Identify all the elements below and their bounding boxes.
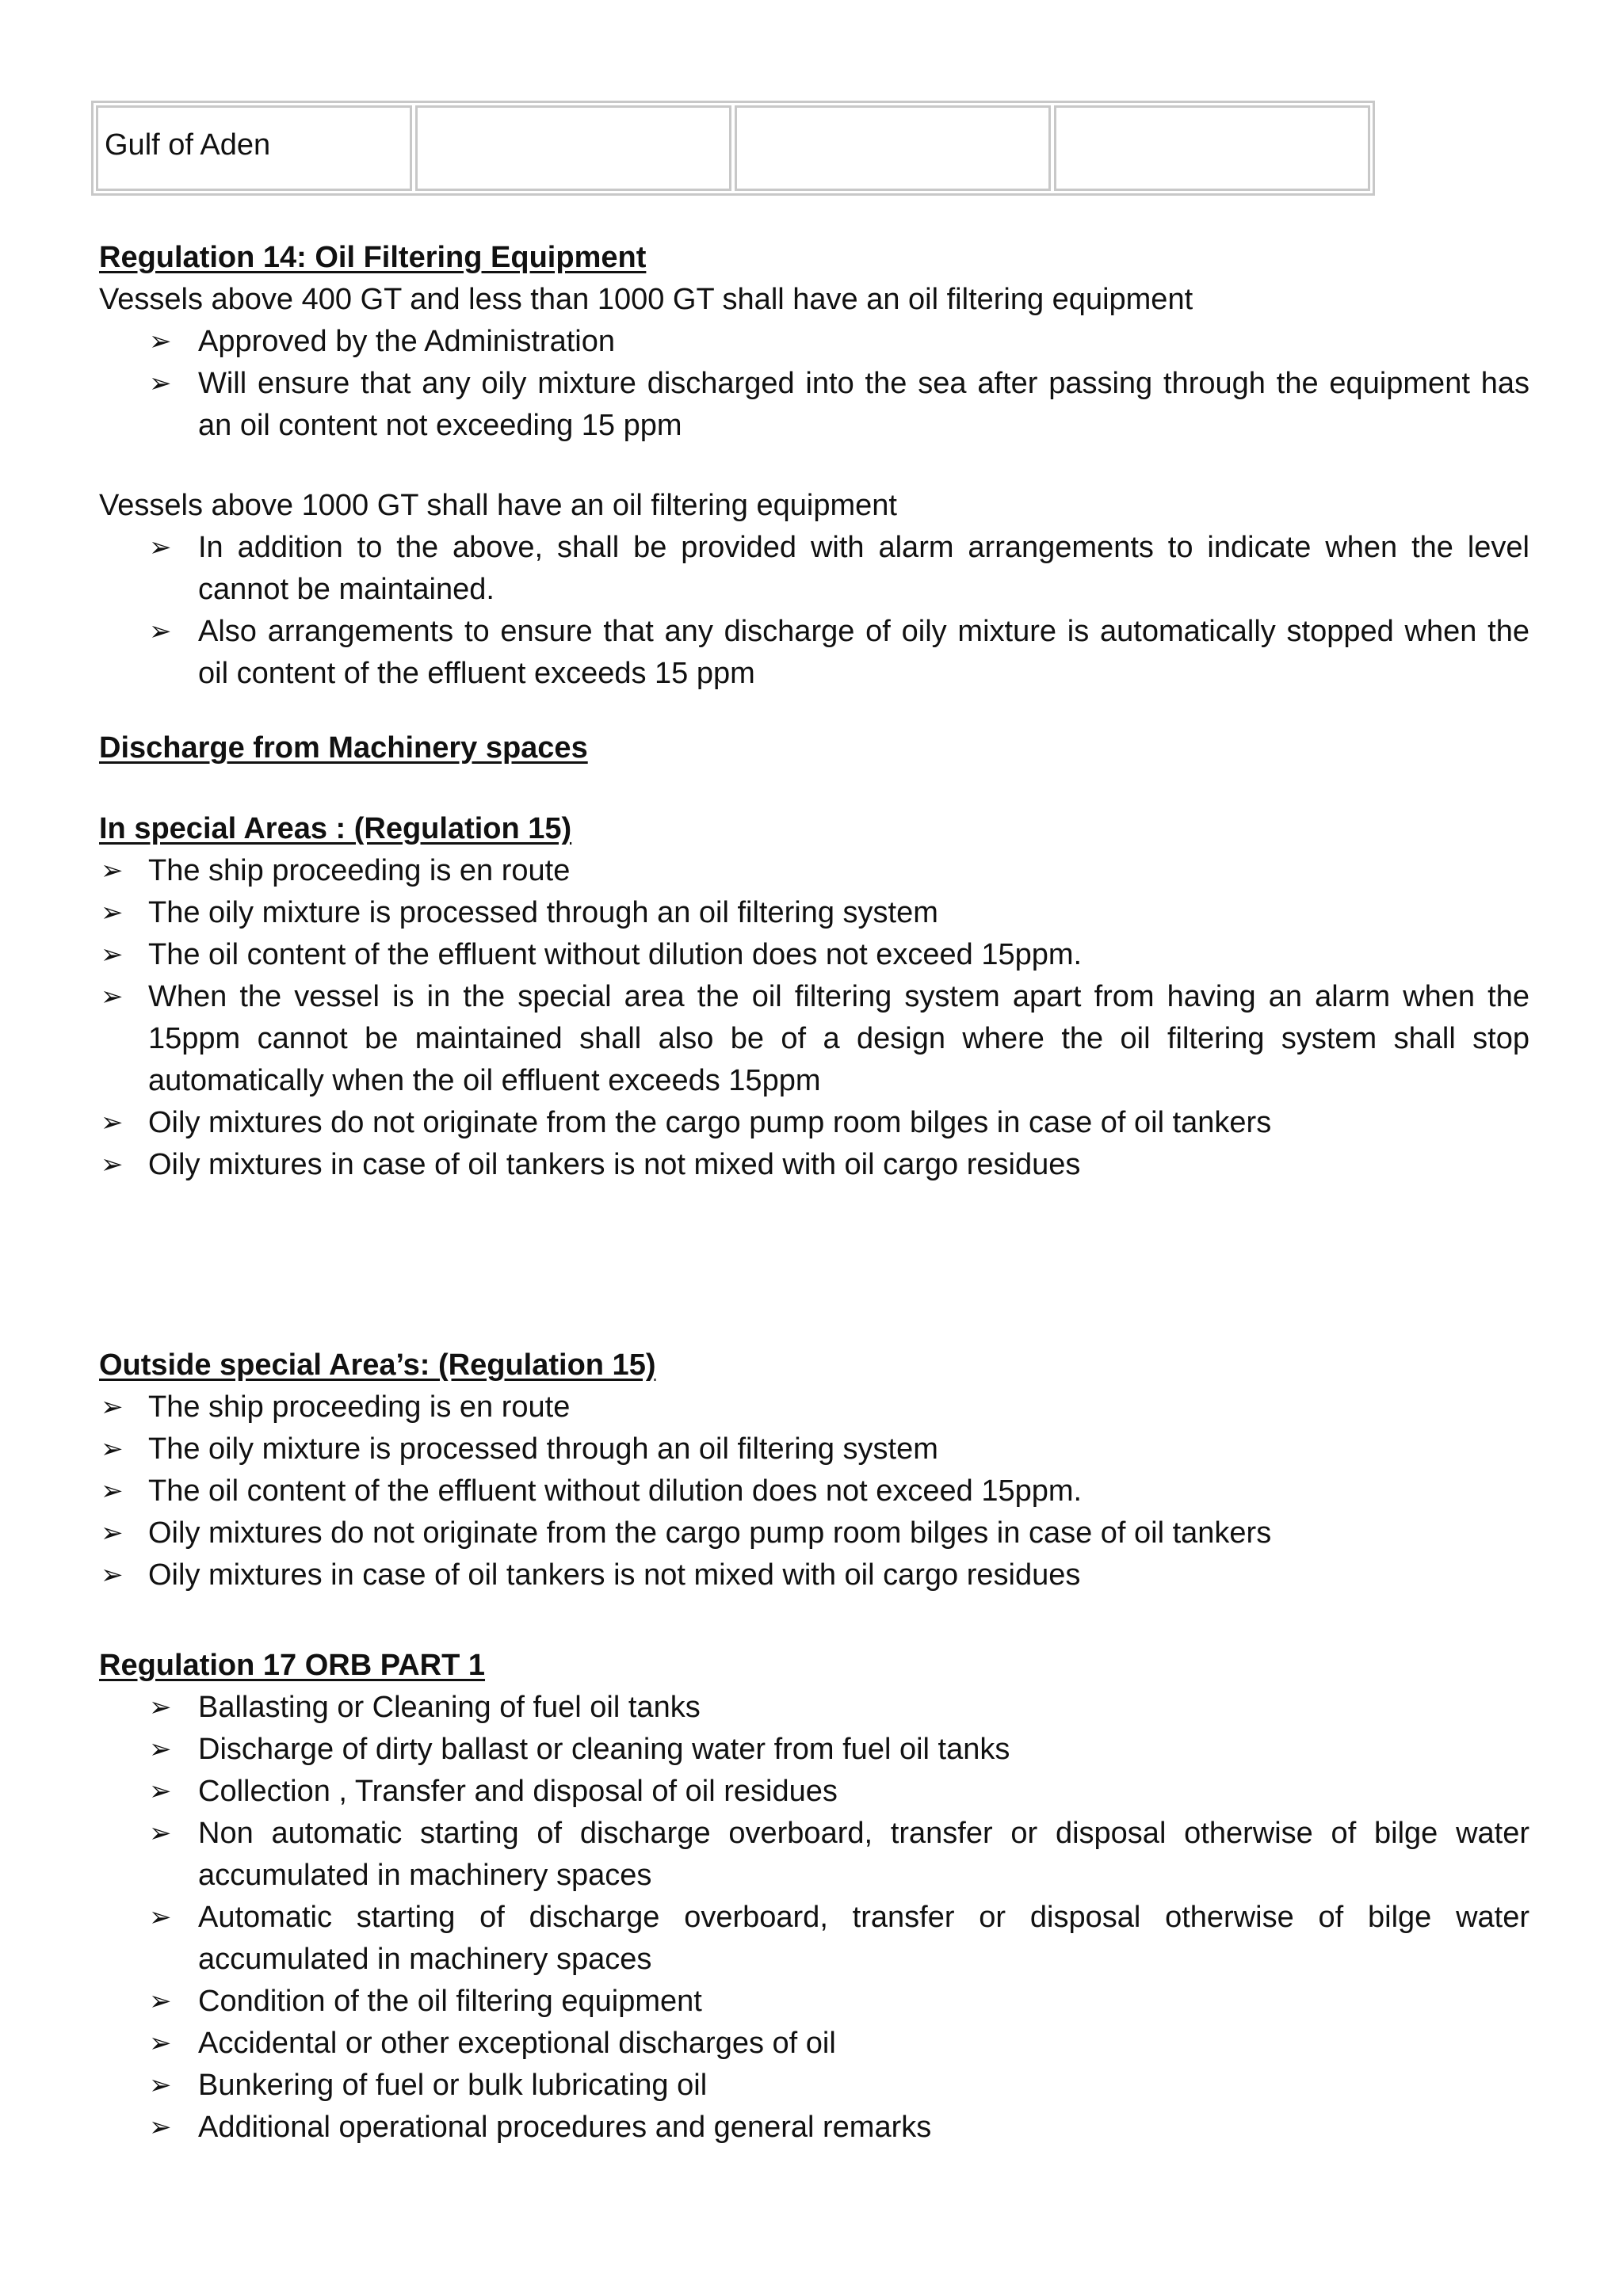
arrow-bullet-icon: ➢ <box>101 1108 124 1138</box>
list-item-text: The oily mixture is processed through an oil filtering system <box>148 1432 938 1466</box>
arrow-bullet-icon: ➢ <box>149 1818 172 1848</box>
list-item <box>99 2065 1529 2107</box>
outside-special-areas-section <box>99 1344 1529 1596</box>
arrow-bullet-icon: ➢ <box>101 1434 124 1464</box>
list-item-text: Accidental or other exceptional discharges of oil <box>198 2027 836 2060</box>
list-item <box>99 527 1529 611</box>
list-item <box>99 1771 1529 1813</box>
list-item <box>99 611 1529 695</box>
list-item-text: Oily mixtures in case of oil tankers is not mixed with oil cargo residues <box>148 1558 1081 1592</box>
bullet-list <box>99 527 1529 695</box>
section-heading: Regulation 17 ORB PART 1 <box>99 1649 486 1682</box>
bullet-list <box>99 321 1529 447</box>
bullet-list <box>99 850 1529 1186</box>
paragraph: Vessels above 400 GT and less than 1000 GT shall have an oil filtering equipment <box>99 283 1193 316</box>
regulation-14-section <box>99 237 1529 695</box>
arrow-bullet-icon: ➢ <box>101 1150 124 1180</box>
table-cell <box>735 105 1051 191</box>
list-item <box>99 321 1529 363</box>
section-heading: Regulation 14: Oil Filtering Equipment <box>99 241 647 274</box>
list-item <box>99 850 1529 892</box>
list-item <box>99 1554 1529 1596</box>
bullet-list <box>99 1687 1529 2149</box>
list-item-text: Also arrangements to ensure that any discharge of oily mixture is automatically stopped when the oil content of the effluent exceeds 15 ppm <box>198 615 1529 690</box>
list-item <box>99 2023 1529 2065</box>
arrow-bullet-icon: ➢ <box>101 856 124 886</box>
list-item-text: The oily mixture is processed through an oil filtering system <box>148 896 938 929</box>
list-item <box>99 1729 1529 1771</box>
arrow-bullet-icon: ➢ <box>101 982 124 1012</box>
section-heading: Discharge from Machinery spaces <box>99 731 588 765</box>
list-item-text: Non automatic starting of discharge overboard, transfer or disposal otherwise of bilge water accumulated in machinery spaces <box>198 1817 1529 1892</box>
list-item <box>99 2107 1529 2149</box>
arrow-bullet-icon: ➢ <box>149 2112 172 2142</box>
list-item <box>99 1102 1529 1144</box>
table-cell <box>415 105 731 191</box>
list-item-text: In addition to the above, shall be provided with alarm arrangements to indicate when the level cannot be maintained. <box>198 531 1529 606</box>
arrow-bullet-icon: ➢ <box>149 1734 172 1764</box>
section-heading: Outside special Area’s: (Regulation 15) <box>99 1348 656 1382</box>
arrow-bullet-icon: ➢ <box>149 1902 172 1932</box>
arrow-bullet-icon: ➢ <box>149 616 172 646</box>
list-item <box>99 1512 1529 1554</box>
list-item-text: Oily mixtures do not originate from the cargo pump room bilges in case of oil tankers <box>148 1106 1272 1139</box>
list-item <box>99 1386 1529 1428</box>
list-item <box>99 934 1529 976</box>
list-item <box>99 892 1529 934</box>
list-item-text: Discharge of dirty ballast or cleaning water from fuel oil tanks <box>198 1733 1010 1766</box>
arrow-bullet-icon: ➢ <box>149 2028 172 2058</box>
list-item <box>99 976 1529 1102</box>
section-heading: In special Areas : (Regulation 15) <box>99 812 572 845</box>
list-item-text: The ship proceeding is en route <box>148 1390 571 1424</box>
list-item-text: Additional operational procedures and general remarks <box>198 2111 932 2144</box>
arrow-bullet-icon: ➢ <box>101 1476 124 1506</box>
list-item-text: Approved by the Administration <box>198 325 615 358</box>
table-cell <box>1054 105 1370 191</box>
list-item <box>99 1428 1529 1470</box>
arrow-bullet-icon: ➢ <box>101 940 124 970</box>
list-item <box>99 1687 1529 1729</box>
arrow-bullet-icon: ➢ <box>101 1560 124 1590</box>
list-item <box>99 1470 1529 1512</box>
arrow-bullet-icon: ➢ <box>101 1392 124 1422</box>
list-item-text: Will ensure that any oily mixture discharged into the sea after passing through the equipment has an oil content not exceeding 15 ppm <box>198 367 1529 442</box>
special-areas-table <box>91 101 1375 196</box>
list-item-text: Collection , Transfer and disposal of oil residues <box>198 1775 838 1808</box>
list-item <box>99 1897 1529 1981</box>
arrow-bullet-icon: ➢ <box>149 2070 172 2100</box>
regulation-17-section <box>99 1645 1529 2149</box>
list-item <box>99 363 1529 447</box>
list-item-text: The oil content of the effluent without dilution does not exceed 15ppm. <box>148 938 1083 971</box>
discharge-section <box>99 727 1529 769</box>
list-item-text: Ballasting or Cleaning of fuel oil tanks <box>198 1691 701 1724</box>
arrow-bullet-icon: ➢ <box>149 1986 172 2016</box>
arrow-bullet-icon: ➢ <box>149 368 172 399</box>
list-item-text: Bunkering of fuel or bulk lubricating oil <box>198 2069 708 2102</box>
list-item <box>99 1144 1529 1186</box>
list-item-text: The oil content of the effluent without dilution does not exceed 15ppm. <box>148 1474 1083 1508</box>
table-cell: Gulf of Aden <box>96 105 412 191</box>
list-item-text: Automatic starting of discharge overboard, transfer or disposal otherwise of bilge water accumulated in machinery spaces <box>198 1901 1529 1976</box>
list-item-text: Condition of the oil filtering equipment <box>198 1985 702 2018</box>
list-item <box>99 1981 1529 2023</box>
paragraph: Vessels above 1000 GT shall have an oil filtering equipment <box>99 489 897 522</box>
list-item <box>99 1813 1529 1897</box>
arrow-bullet-icon: ➢ <box>101 898 124 928</box>
list-item-text: When the vessel is in the special area the oil filtering system apart from having an alarm when the 15ppm cannot be maintained shall also be of a design where the oil filtering system shall stop automatically when the oil effluent exceeds 15ppm <box>148 980 1529 1097</box>
list-item-text: The ship proceeding is en route <box>148 854 571 887</box>
arrow-bullet-icon: ➢ <box>149 532 172 563</box>
list-item-text: Oily mixtures do not originate from the cargo pump room bilges in case of oil tankers <box>148 1516 1272 1550</box>
arrow-bullet-icon: ➢ <box>101 1518 124 1548</box>
arrow-bullet-icon: ➢ <box>149 1776 172 1806</box>
bullet-list <box>99 1386 1529 1596</box>
list-item-text: Oily mixtures in case of oil tankers is not mixed with oil cargo residues <box>148 1148 1081 1181</box>
special-areas-section <box>99 808 1529 1186</box>
arrow-bullet-icon: ➢ <box>149 326 172 357</box>
arrow-bullet-icon: ➢ <box>149 1692 172 1722</box>
